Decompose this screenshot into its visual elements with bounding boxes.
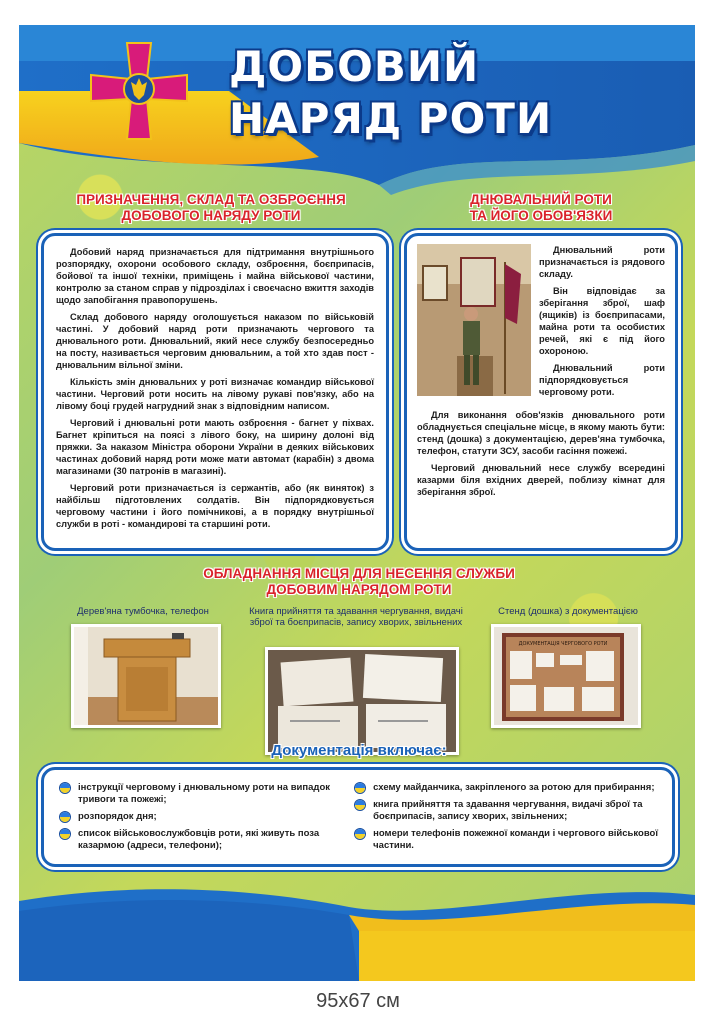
section1-paragraph: Черговий і днювальні роти мають озброєння - багнет у піхвах. Багнет кріпиться на поясі з лівого боку, на ширину долоні від пряжки. За наказом Міністра оборони України в деяких військових частинах добовий наряд роти може мати автомат (карабін) з двома магазинами (30 патронів в магазині). [56, 418, 374, 476]
bullet-icon [60, 783, 70, 793]
bullet-icon [60, 812, 70, 822]
section1-paragraph: Склад добового наряду оголошується наказом по військовій частині. У добовий наряд роти призначають чергового та днювального роти. Днювальний, який несе службу безпосередньо на посту, називається черговим днювальним, а той хто здав пост - днювальним вільної зміни. [56, 312, 374, 370]
poster [19, 25, 695, 981]
bullet-icon [355, 783, 365, 793]
list-item: розпорядок дня; [58, 811, 335, 823]
section1-heading: ПРИЗНАЧЕННЯ, СКЛАД ТА ОЗБРОЄННЯ ДОБОВОГО НАРЯДУ РОТИ [76, 192, 346, 223]
section1-panel [41, 233, 389, 551]
documentation-heading: Документація включає: [271, 742, 447, 759]
photo-caption-book: Книга прийняття та здавання чергування, видачі зброї та боєприпасів, запису хворих, звільнених [249, 606, 463, 628]
section1-paragraph: Черговий роти призначається із сержантів, або (як виняток) з найбільш підготовлених солдатів. Він підпорядковується черговому частини і його помічникові, а в порядку внутрішньої служби в роті - командирові та старшині роти. [56, 483, 374, 529]
size-label: 95x67 см [316, 990, 400, 1012]
section2-paragraph: Для виконання обов'язків днювального роти обладнується спеціальне місце, в якому мають бути: стенд (дошка) з документацією, дерев'яна тумбочка, телефон, статути ЗСУ, засоби гасіння пожежі. [417, 410, 665, 456]
bullet-icon [355, 829, 365, 839]
photo-caption-cabinet: Дерев'яна тумбочка, телефон [77, 606, 209, 617]
section2-side-paragraph: Він відповідає за зберігання зброї, шаф (ящиків) із боєприпасами, майна роти та особистих речей, які є під його охороною. [539, 286, 665, 356]
orderly-photo [417, 244, 531, 396]
board-label: ДОКУМЕНТАЦІЯ ЧЕРГОВОГО РОТИ [518, 641, 608, 647]
photo-caption-board: Стенд (дошка) з документацією [498, 606, 638, 617]
bottom-decorative-band [19, 871, 695, 981]
section1-paragraph: Кількість змін днювальних у роті визначає командир військової частини. Черговий роти носить на лівому рукаві пов'язку, або на лівому боці грудей нагрудний знак з відповідним написом. [56, 377, 374, 411]
ukraine-army-cross-emblem-icon [87, 39, 191, 143]
section2-side-paragraph: Днювальний роти підпорядковується черговому роти. [539, 363, 665, 397]
section2-panel [404, 233, 678, 551]
title-line-2: НАРЯД РОТИ [229, 94, 553, 143]
section2-side-paragraph: Днювальний роти призначається із рядового складу. [539, 245, 665, 279]
title-line-1: ДОБОВИЙ [229, 42, 480, 91]
documentation-panel [41, 767, 675, 867]
section3-heading: ОБЛАДНАННЯ МІСЦЯ ДЛЯ НЕСЕННЯ СЛУЖБИ ДОБОВИМ НАРЯДОМ РОТИ [203, 566, 515, 597]
section2-heading: ДНЮВАЛЬНИЙ РОТИ ТА ЙОГО ОБОВ'ЯЗКИ [469, 192, 613, 223]
book-photo [265, 647, 459, 755]
cabinet-photo [71, 624, 221, 728]
bullet-icon [355, 800, 365, 810]
list-item: номери телефонів пожежної команди і чергового військової частини. [353, 828, 658, 852]
documentation-right-list [353, 782, 658, 852]
list-item: список військовослужбовців роти, які живуть поза казармою (адреси, телефони); [58, 828, 335, 852]
section1-paragraph: Добовий наряд призначається для підтримання внутрішнього розпорядку, охорони особового складу, озброєння, боєприпасів, бойової та іншої техніки, приміщень і майна військової частини, контролю за станом справ у підрозділах і своєчасно вжиття заходів щодо запобігання правопорушень. [56, 247, 374, 305]
documentation-left-list [58, 782, 335, 852]
section2-paragraph: Черговий днювальний несе службу всередині казарми біля вхідних дверей, поблизу кімнат для зберігання зброї. [417, 463, 665, 497]
documentation-board-photo [491, 624, 641, 728]
bullet-icon [60, 829, 70, 839]
poster-title [229, 41, 689, 145]
list-item: книга прийняття та здавання чергування, видачі зброї та боєприпасів, запису хворих, звільнених; [353, 799, 658, 823]
list-item: схему майданчика, закріпленого за ротою для прибирання; [353, 782, 658, 794]
list-item: інструкції черговому і днювальному роти на випадок тривоги та пожежі; [58, 782, 335, 806]
